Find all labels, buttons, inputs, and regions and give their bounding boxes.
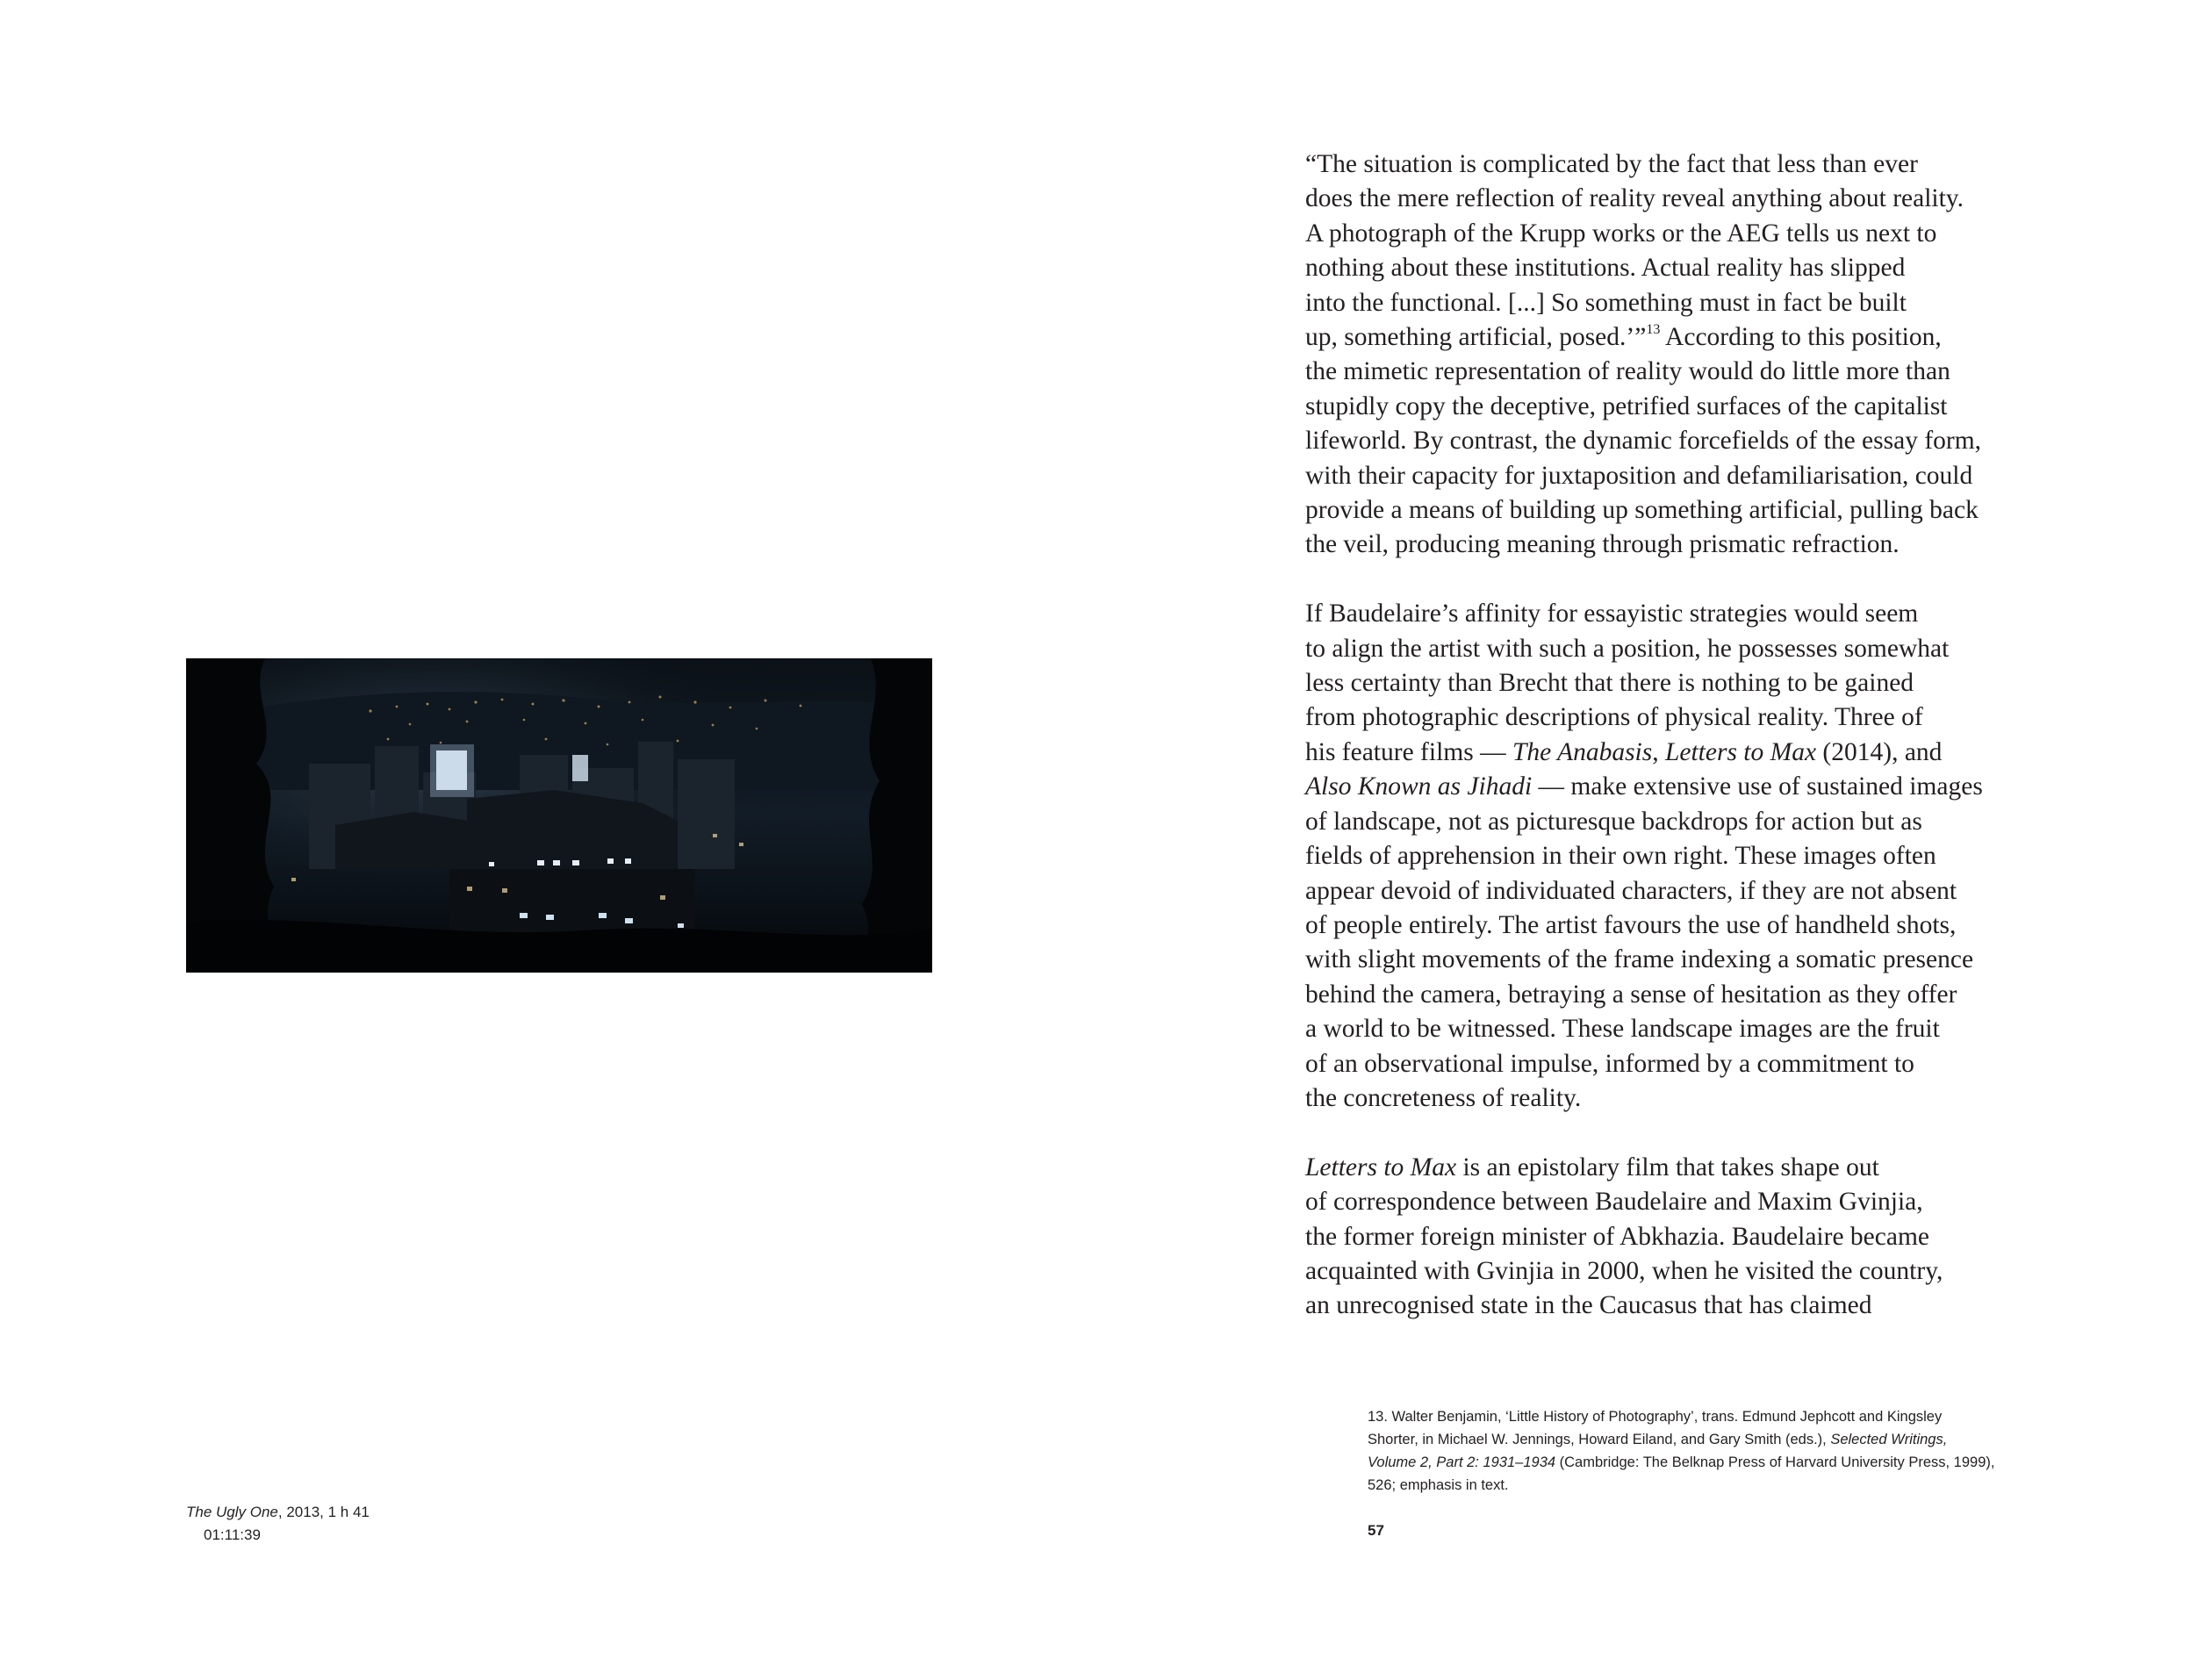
- text-line: [1305, 390, 2078, 424]
- image-caption: [186, 1501, 370, 1547]
- text-run: behind the camera, betraying a sense of hesitation as they offer: [1305, 980, 1957, 1009]
- text-line: [1305, 805, 2078, 839]
- text-run: 13. Walter Benjamin, ‘Little History of Photography’, trans. Edmund Jephcott and Kingsley: [1368, 1409, 1943, 1425]
- text-run: ,: [1652, 737, 1665, 766]
- text-run: According to this position,: [1660, 323, 1942, 352]
- text-run: (Cambridge: The Belknap Press of Harvard University Press, 1999),: [1555, 1454, 1995, 1470]
- text-line: [1305, 597, 2078, 631]
- text-run: If Baudelaire’s affinity for essayistic strategies would seem: [1305, 600, 1919, 628]
- text-run: from photographic descriptions of physical reality. Three of: [1305, 703, 1923, 732]
- text-run: the veil, producing meaning through prismatic refraction.: [1305, 530, 1900, 559]
- text-line: [1305, 286, 2078, 320]
- text-line: [1305, 424, 2078, 458]
- text-line: [1305, 1289, 2078, 1323]
- body-text: [1305, 147, 2078, 1324]
- text-line: [1368, 1405, 2052, 1428]
- text-run: (2014), and: [1816, 737, 1943, 766]
- text-run: A photograph of the Krupp works or the AEG tells us next to: [1305, 219, 1937, 248]
- text-run: nothing about these institutions. Actual reality has slipped: [1305, 254, 1906, 283]
- text-run: of correspondence between Baudelaire and Maxim Gvinjia,: [1305, 1188, 1923, 1217]
- text-run: to align the artist with such a position, he possesses somewhat: [1305, 634, 1950, 663]
- text-line: [1305, 666, 2078, 700]
- italic-text: Letters to Max: [1305, 1153, 1457, 1181]
- text-line: [1368, 1474, 2052, 1497]
- text-line: [1305, 528, 2078, 562]
- text-run: does the mere reflection of reality reveal anything about reality.: [1305, 184, 1964, 213]
- text-line: [1305, 943, 2078, 977]
- text-run: of landscape, not as picturesque backdrops for action but as: [1305, 807, 1922, 836]
- text-run: the mimetic representation of reality would do little more than: [1305, 357, 1950, 386]
- paragraph: [1305, 1151, 2078, 1324]
- text-run: a world to be witnessed. These landscape images are the fruit: [1305, 1015, 1940, 1044]
- text-run: fields of apprehension in their own right. These images often: [1305, 842, 1936, 871]
- text-run: “The situation is complicated by the fact that less than ever: [1305, 150, 1918, 178]
- text-line: [1305, 1185, 2078, 1219]
- text-run: an unrecognised state in the Caucasus that has claimed: [1305, 1291, 1872, 1320]
- text-run: appear devoid of individuated characters, if they are not absent: [1305, 876, 1957, 905]
- text-run: with their capacity for juxtaposition and defamiliarisation, could: [1305, 461, 1973, 490]
- text-line: [1305, 1012, 2078, 1046]
- text-line: [1305, 978, 2078, 1012]
- text-line: [1368, 1451, 2052, 1474]
- text-line: [1305, 147, 2078, 182]
- text-line: [1305, 355, 2078, 389]
- text-run: the concreteness of reality.: [1305, 1083, 1582, 1112]
- text-run: Shorter, in Michael W. Jennings, Howard Eiland, and Gary Smith (eds.),: [1368, 1432, 1831, 1447]
- text-line: [1305, 736, 2078, 770]
- text-line: [1305, 251, 2078, 285]
- text-run: less certainty than Brecht that there is nothing to be gained: [1305, 669, 1914, 698]
- paragraph: [1305, 597, 2078, 1116]
- text-run: of an observational impulse, informed by a commitment to: [1305, 1049, 1914, 1078]
- film-still-image: [186, 658, 932, 973]
- text-line: [1368, 1428, 2052, 1451]
- text-run: is an epistolary film that takes shape out: [1456, 1153, 1879, 1181]
- text-line: [1305, 1081, 2078, 1116]
- caption-timecode: 01:11:39: [204, 1526, 261, 1543]
- text-run: of people entirely. The artist favours the use of handheld shots,: [1305, 910, 1957, 939]
- text-run: the former foreign minister of Abkhazia. Baudelaire became: [1305, 1222, 1929, 1251]
- text-line: [1305, 770, 2078, 804]
- italic-text: Also Known as Jihadi: [1305, 772, 1533, 801]
- text-run: 526; emphasis in text.: [1368, 1477, 1509, 1493]
- text-run: his feature films —: [1305, 737, 1512, 766]
- text-line: [1305, 908, 2078, 943]
- paragraph: [1305, 147, 2078, 563]
- text-run: stupidly copy the deceptive, petrified surfaces of the capitalist: [1305, 391, 1948, 420]
- text-line: [1305, 320, 2078, 355]
- night-city-photo: [186, 658, 932, 973]
- italic-text: Letters to Max: [1664, 737, 1817, 766]
- footnote-ref: 13: [1646, 322, 1661, 338]
- text-line: [1305, 217, 2078, 251]
- caption-details: , 2013, 1 h 41: [277, 1504, 370, 1520]
- text-line: [1305, 182, 2078, 216]
- text-line: [1305, 839, 2078, 873]
- italic-text: Selected Writings,: [1830, 1432, 1948, 1447]
- text-line: [1305, 700, 2078, 735]
- italic-text: Volume 2, Part 2: 1931–1934: [1368, 1454, 1556, 1470]
- italic-text: The Anabasis: [1512, 737, 1653, 766]
- text-line: [1305, 1151, 2078, 1185]
- caption-title: The Ugly One: [186, 1504, 278, 1520]
- text-line: [1305, 874, 2078, 908]
- text-line: [1305, 1220, 2078, 1254]
- text-line: [1305, 459, 2078, 493]
- text-run: into the functional. [...] So something must in fact be built: [1305, 288, 1907, 317]
- text-line: [1305, 493, 2078, 528]
- text-run: — make extensive use of sustained images: [1532, 772, 1983, 801]
- text-line: [1305, 1254, 2078, 1289]
- text-run: with slight movements of the frame indexing a somatic presence: [1305, 945, 1974, 974]
- page-number: 57: [1368, 1522, 1384, 1539]
- text-run: up, something artificial, posed.’”: [1305, 323, 1647, 352]
- text-line: [1305, 1047, 2078, 1081]
- text-run: lifeworld. By contrast, the dynamic forcefields of the essay form,: [1305, 427, 1982, 456]
- text-line: [1305, 632, 2078, 666]
- text-run: provide a means of building up something artificial, pulling back: [1305, 496, 1979, 525]
- footnote: [1368, 1405, 2052, 1497]
- text-run: acquainted with Gvinjia in 2000, when he visited the country,: [1305, 1256, 1943, 1285]
